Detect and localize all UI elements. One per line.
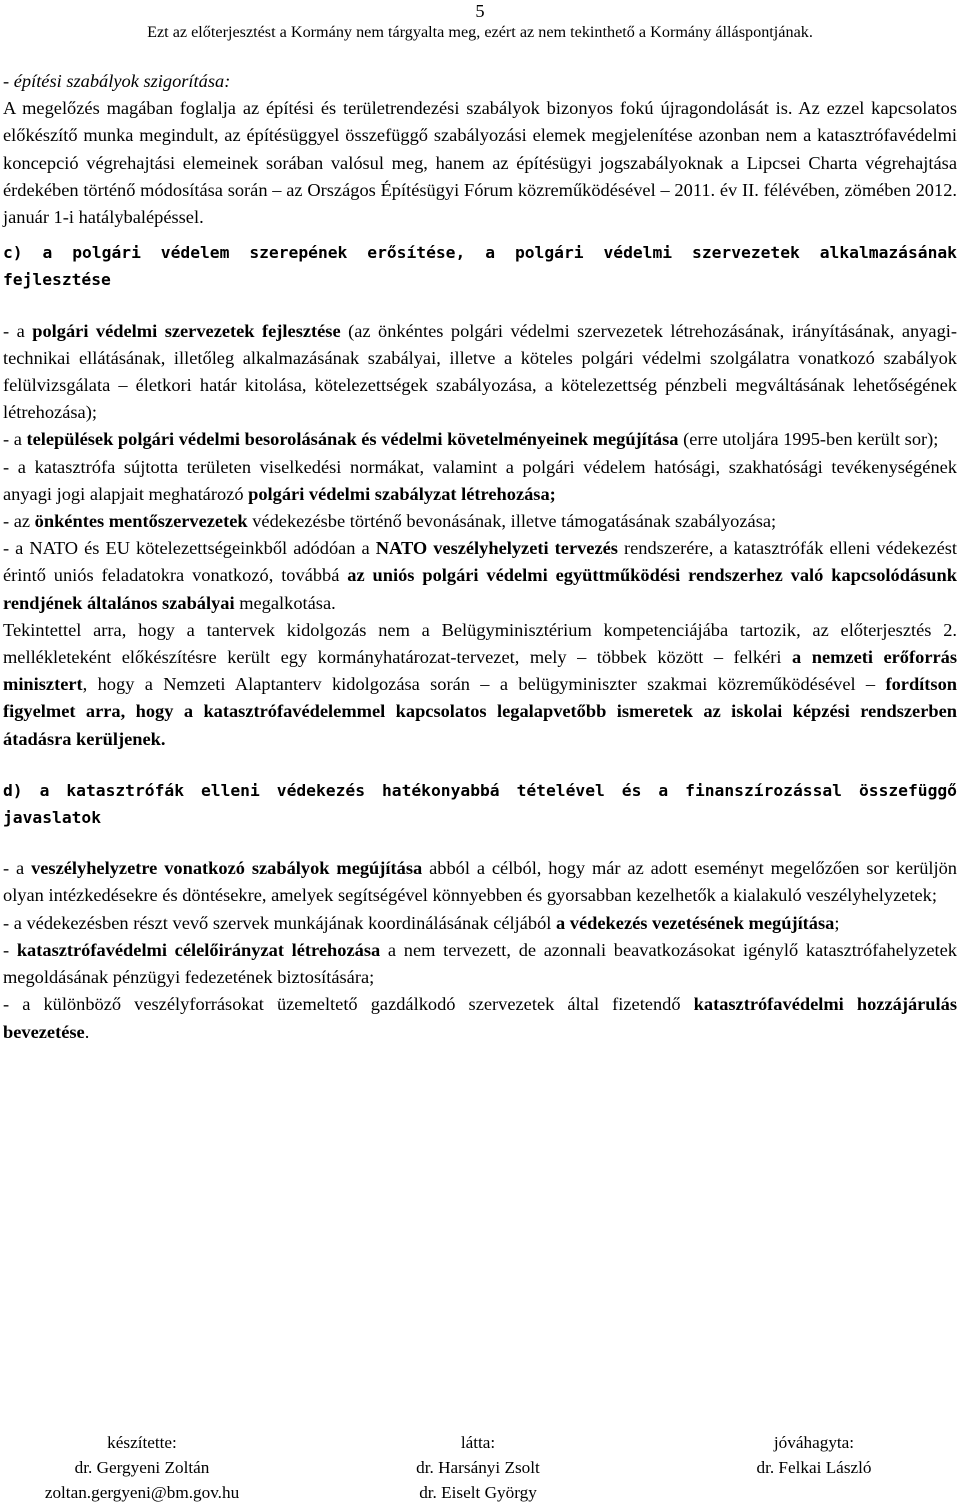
- prepared-by-email: zoltan.gergyeni@bm.gov.hu: [44, 1483, 240, 1502]
- page-number: 5: [475, 1, 485, 21]
- document-body: [3, 68, 957, 1046]
- building-rules-item-title: - építési szabályok szigorítása:: [3, 71, 231, 91]
- prepared-by-name: dr. Gergyeni Zoltán: [74, 1458, 210, 1477]
- seen-by-name-2: dr. Eiselt György: [419, 1483, 537, 1502]
- section-c-item-4: - az önkéntes mentőszervezetek védekezésbe történő bevonásának, illetve támogatásának szabályozása;: [3, 511, 777, 532]
- section-c-paragraph-curriculum: Tekintettel arra, hogy a tantervek kidolgozás nem a Belügyminisztérium kompetenciájába tartozik, az előterjesztés 2. mellékleteként előkészítésre került egy kormányhatározat-tervezet, mely – többek között – felkéri a nemzeti erőforrás minisztert, hogy a Nemzeti Alaptanterv kidolgozása során – a belügyminiszter szakmai közreműködésével – fordítson figyelmet arra, hogy a katasztrófavédelemmel kapcsolatos legalapvetőbb ismeretek az iskolai képzési rendszerben átadásra kerüljenek.: [3, 619, 957, 749]
- section-c-item-1: - a polgári védelmi szervezetek fejlesztése (az önkéntes polgári védelmi szervezetek létrehozásának, irányításának, anyagi-technikai ellátásának, illetőleg alkalmazásának szabályai, illetve a köteles polgári védelmi szolgálatra vonatkozó szabályok felülvizsgálata – életkori határ kitolása, kötelezettségek szabályozása, a kötelezettség pénzbeli megváltásának lehetőségének létrehozása);: [3, 320, 957, 423]
- building-rules-paragraph: A megelőzés magában foglalja az építési és területrendezési szabályok bizonyos fokú újragondolását is. Az ezzel kapcsolatos előkészítő munka megindult, az építésüggyel összefüggő szabályozási elemek megjelenítése azonban nem a katasztrófavédelmi koncepció végrehajtási elemeinek sorában valósul meg, hanem az építésügyi jogszabályoknak a Lipcsei Charta végrehajtása érdekében történő módosítása során – az Országos Építésügyi Fórum közreműködésével – 2011. év II. félévében, zömében 2012. január 1-i hatálybalépéssel.: [3, 98, 957, 228]
- section-d-item-3: - katasztrófavédelmi célelőirányzat létrehozása a nem tervezett, de azonnali beavatkozásokat igénylő katasztrófahelyzetek megoldásának pénzügyi fedezetének biztosítására;: [3, 939, 957, 988]
- section-c-item-3: - a katasztrófa sújtotta területen viselkedési normákat, valamint a polgári védelem hatósági, szakhatósági tevékenységének anyagi jogi alapjait meghatározó polgári védelmi szabályzat létrehozása;: [3, 456, 957, 504]
- section-d-heading: d) a katasztrófák elleni védekezés hatékonyabbá tételével és a finanszírozással összefüggő javaslatok: [3, 780, 957, 828]
- confidentiality-notice: Ezt az előterjesztést a Kormány nem tárgyalta meg, ezért az nem tekinthető a Kormány álláspontjának.: [147, 23, 813, 41]
- seen-by-column: [348, 1430, 608, 1505]
- section-c-item-5: - a NATO és EU kötelezettségeinkből adódóan a NATO veszélyhelyzeti tervezés rendszerére, a katasztrófák elleni védekezést érintő uniós feladatokra vonatkozó, továbbá az uniós polgári védelmi együttműködési rendszerhez való kapcsolódásunk rendjének általános szabályai megalkotása.: [3, 538, 958, 613]
- approved-by-name: dr. Felkai László: [756, 1458, 872, 1477]
- section-d-item-1: - a veszélyhelyzetre vonatkozó szabályok megújítása abból a célból, hogy már az adott eseményt megelőzően sor kerüljön olyan intézkedésekre és döntésekre, amelyek segítségével könnyebben és gyorsabban kezelhetők a kialakuló veszélyhelyzetek;: [3, 858, 957, 906]
- approved-by-column: [684, 1430, 944, 1480]
- section-c-heading: c) a polgári védelem szerepének erősítése, a polgári védelmi szervezetek alkalmazásának fejlesztése: [3, 243, 957, 290]
- approved-by-label: jóváhagyta:: [773, 1433, 855, 1452]
- seen-by-name-1: dr. Harsányi Zsolt: [416, 1458, 540, 1477]
- section-d-item-2: - a védekezésben részt vevő szervek munkájának koordinálásának céljából a védekezés vezetésének megújítása;: [3, 912, 840, 933]
- section-d-item-4: - a különböző veszélyforrásokat üzemeltető gazdálkodó szervezetek által fizetendő katasztrófavédelmi hozzájárulás bevezetése.: [3, 994, 957, 1042]
- prepared-by-label: készítette:: [107, 1433, 177, 1452]
- section-c-item-2: - a települések polgári védelmi besorolásának és védelmi követelményeinek megújítása (erre utoljára 1995-ben került sor);: [3, 429, 939, 450]
- seen-by-label: látta:: [460, 1433, 496, 1452]
- prepared-by-column: [12, 1430, 272, 1505]
